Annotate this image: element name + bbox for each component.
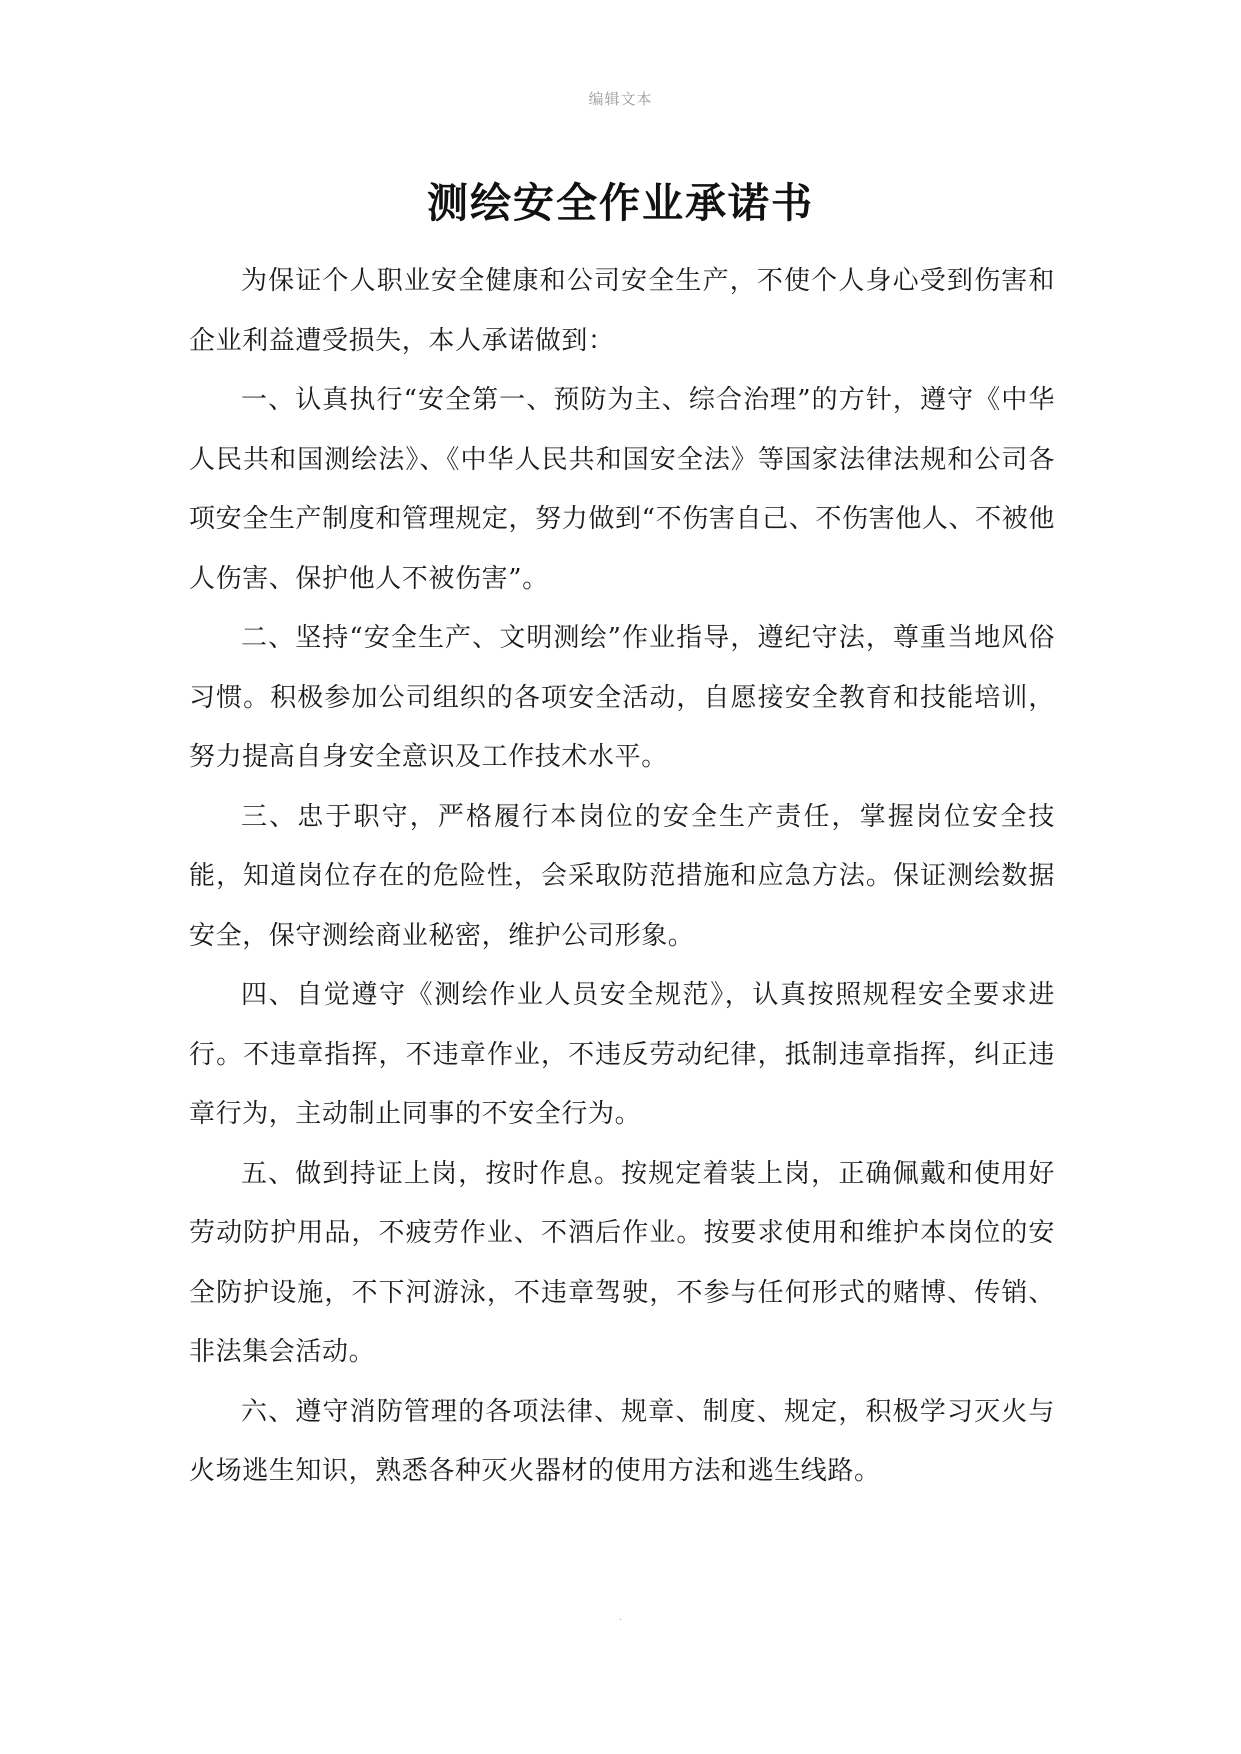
paragraph-intro: 为保证个人职业安全健康和公司安全生产，不使个人身心受到伤害和企业利益遭受损失，本人承诺做到： [189,266,1055,356]
paragraph-item-1: 一、认真执行“安全第一、预防为主、综合治理”的方针，遵守《中华人民共和国测绘法》、《中华人民共和国安全法》等国家法律法规和公司各项安全生产制度和管理规定，努力做到“不伤害自己、不伤害他人、不被他人伤害、保护他人不被伤害”。 [189,385,1055,594]
paragraph-item-4: 四、自觉遵守《测绘作业人员安全规范》，认真按照规程安全要求进行。不违章指挥，不违章作业，不违反劳动纪律，抵制违章指挥，纠正违章行为，主动制止同事的不安全行为。 [189,980,1055,1129]
paragraph-item-3: 三、忠于职守，严格履行本岗位的安全生产责任，掌握岗位安全技能，知道岗位存在的危险性，会采取防范措施和应急方法。保证测绘数据安全，保守测绘商业秘密，维护公司形象。 [189,801,1055,951]
paragraph-item-5: 五、做到持证上岗，按时作息。按规定着装上岗，正确佩戴和使用好劳动防护用品，不疲劳作业、不酒后作业。按要求使用和维护本岗位的安全防护设施，不下河游泳，不违章驾驶，不参与任何形式的赌博、传销、非法集会活动。 [189,1158,1055,1367]
document-title: 测绘安全作业承诺书 [427,179,814,227]
header-label: 编辑文本 [588,90,653,108]
document-body [189,252,1055,1502]
paragraph-item-6: 六、遵守消防管理的各项法律、规章、制度、规定，积极学习灭火与火场逃生知识，熟悉各种灭火器材的使用方法和逃生线路。 [189,1396,1055,1486]
paragraph-item-2: 二、坚持“安全生产、文明测绘”作业指导，遵纪守法，尊重当地风俗习惯。积极参加公司组织的各项安全活动，自愿接安全教育和技能培训，努力提高自身安全意识及工作技术水平。 [189,623,1055,772]
footer-mark: . [618,1612,623,1623]
